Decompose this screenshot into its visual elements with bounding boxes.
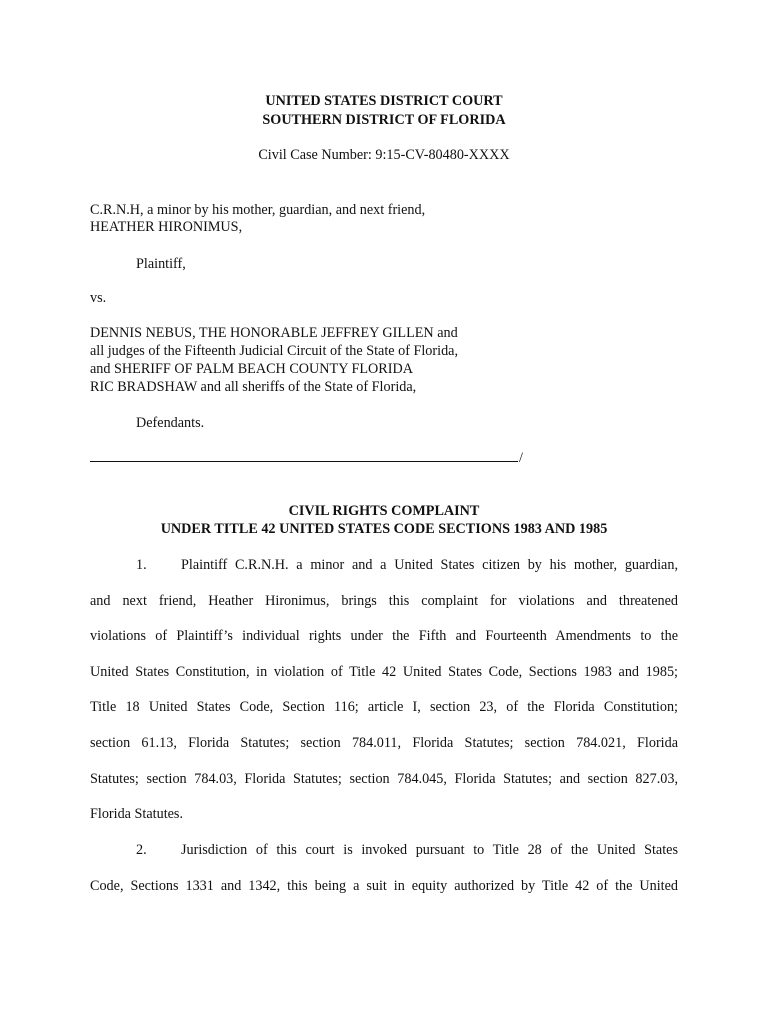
paragraph-1-line: United States Constitution, in violation of Title 42 United States Code, Sections 1983 and 1985; <box>90 664 678 680</box>
plaintiff-line-1: C.R.N.H, a minor by his mother, guardian, and next friend, <box>90 202 426 218</box>
paragraph-1-line: Statutes; section 784.03, Florida Statutes; section 784.045, Florida Statutes; and section 827.03, <box>90 771 678 787</box>
paragraph-2-line: Code, Sections 1331 and 1342, this being a suit in equity authorized by Title 42 of the United <box>90 878 678 894</box>
complaint-title: CIVIL RIGHTS COMPLAINT <box>288 503 480 519</box>
paragraph-1-line: Florida Statutes. <box>90 806 184 822</box>
caption-separator-rule <box>90 461 518 462</box>
defendants-line-2: all judges of the Fifteenth Judicial Circuit of the State of Florida, <box>90 343 459 359</box>
paragraph-2-line: Jurisdiction of this court is invoked pursuant to Title 28 of the United States <box>181 842 678 858</box>
paragraph-2-number: 2. <box>136 842 147 858</box>
paragraph-1-line: violations of Plaintiff’s individual rights under the Fifth and Fourteenth Amendments to the <box>90 628 678 644</box>
paragraph-1-line: Title 18 United States Code, Section 116; article I, section 23, of the Florida Constitution; <box>90 699 678 715</box>
complaint-subtitle: UNDER TITLE 42 UNITED STATES CODE SECTIONS 1983 AND 1985 <box>160 521 608 537</box>
paragraph-1-line: section 61.13, Florida Statutes; section 784.011, Florida Statutes; section 784.021, Florida <box>90 735 678 751</box>
plaintiff-line-2: HEATHER HIRONIMUS, <box>90 219 243 235</box>
court-name: UNITED STATES DISTRICT COURT <box>265 93 503 109</box>
defendants-line-3: and SHERIFF OF PALM BEACH COUNTY FLORIDA <box>90 361 413 377</box>
versus-label: vs. <box>90 290 107 306</box>
paragraph-1-number: 1. <box>136 557 147 573</box>
defendants-line-1: DENNIS NEBUS, THE HONORABLE JEFFREY GILLEN and <box>90 325 458 341</box>
defendants-line-4: RIC BRADSHAW and all sheriffs of the State of Florida, <box>90 379 417 395</box>
case-number: Civil Case Number: 9:15-CV-80480-XXXX <box>258 147 510 163</box>
court-district: SOUTHERN DISTRICT OF FLORIDA <box>262 112 506 128</box>
plaintiff-role: Plaintiff, <box>136 256 186 272</box>
defendants-role: Defendants. <box>136 415 205 431</box>
paragraph-1-line: Plaintiff C.R.N.H. a minor and a United States citizen by his mother, guardian, <box>181 557 678 573</box>
paragraph-1-line: and next friend, Heather Hironimus, brings this complaint for violations and threatened <box>90 593 678 609</box>
caption-separator-slash: / <box>519 450 523 466</box>
